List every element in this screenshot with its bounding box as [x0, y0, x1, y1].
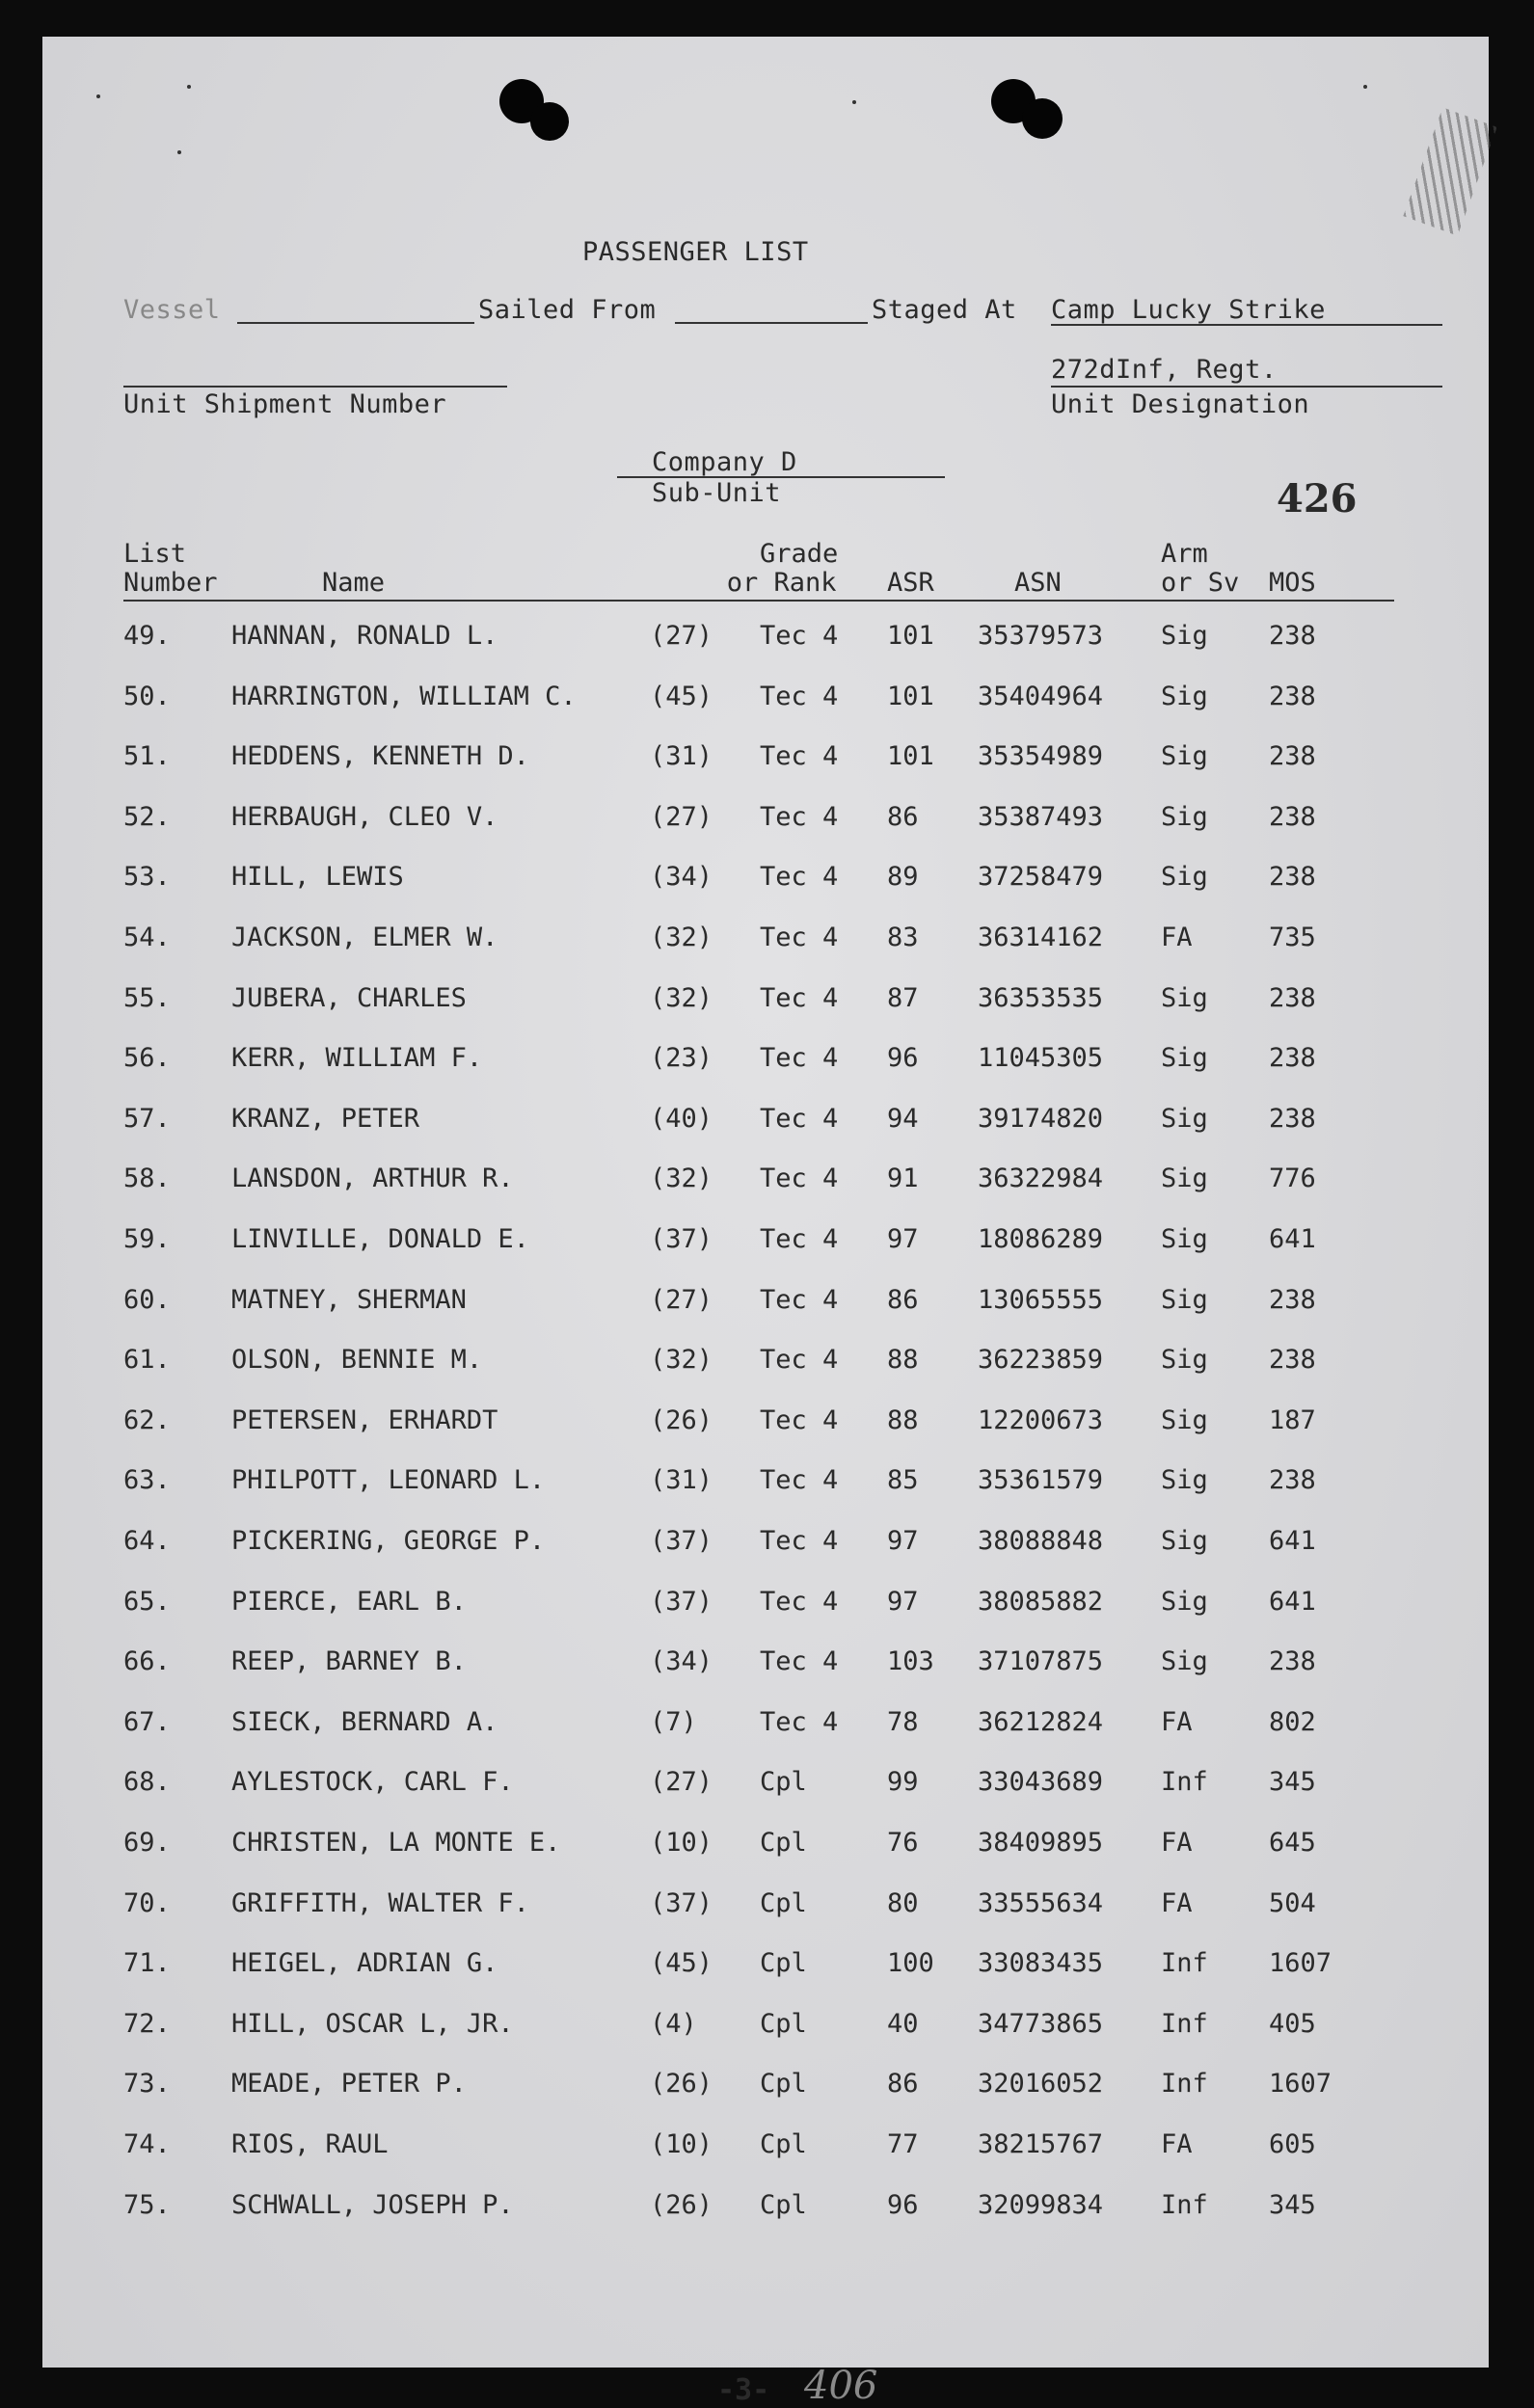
cell-num: 49. — [123, 621, 171, 651]
cell-asr: 88 — [887, 1405, 919, 1435]
cell-mos: 645 — [1269, 1828, 1316, 1858]
cell-name: HANNAN, RONALD L. — [231, 621, 498, 651]
cell-name: AYLESTOCK, CARL F. — [231, 1767, 514, 1798]
table-row — [42, 2069, 1489, 2107]
cell-asr: 97 — [887, 1224, 919, 1254]
cell-grade: Tec 4 — [760, 1586, 839, 1617]
table-row — [42, 682, 1489, 720]
cell-name: KERR, WILLIAM F. — [231, 1043, 483, 1074]
cell-arm: Sig — [1161, 1164, 1208, 1194]
cell-name: JACKSON, ELMER W. — [231, 923, 498, 952]
cell-mos: 238 — [1269, 982, 1316, 1013]
cell-num: 61. — [123, 1345, 171, 1376]
cell-arm: Sig — [1161, 741, 1208, 772]
cell-num: 57. — [123, 1103, 171, 1134]
cell-grade: Tec 4 — [760, 1345, 839, 1376]
cell-num: 71. — [123, 1948, 171, 1979]
cell-mos: 238 — [1269, 1103, 1316, 1134]
cell-asr: 85 — [887, 1465, 919, 1496]
cell-grade: Tec 4 — [760, 1405, 839, 1435]
cell-num: 55. — [123, 982, 171, 1013]
cell-mos: 1607 — [1269, 2069, 1332, 2100]
cell-asr: 87 — [887, 982, 919, 1013]
cell-age: (27) — [650, 801, 713, 832]
cell-arm: Sig — [1161, 862, 1208, 893]
cell-grade: Tec 4 — [760, 862, 839, 893]
cell-age: (37) — [650, 1586, 713, 1617]
cell-name: RIOS, RAUL — [231, 2129, 389, 2159]
table-row — [42, 1646, 1489, 1685]
cell-mos: 238 — [1269, 1043, 1316, 1074]
cell-num: 52. — [123, 801, 171, 832]
cell-mos: 605 — [1269, 2129, 1316, 2159]
cell-grade: Tec 4 — [760, 1103, 839, 1134]
col-header-line: or Sv — [1161, 568, 1240, 598]
cell-asr: 86 — [887, 2069, 919, 2100]
cell-age: (26) — [650, 2069, 713, 2100]
page-number: -3- — [717, 2373, 770, 2407]
cell-mos: 802 — [1269, 1706, 1316, 1737]
cell-arm: Inf — [1161, 2069, 1208, 2100]
col-header-line: Arm — [1161, 539, 1208, 569]
cell-grade: Tec 4 — [760, 1284, 839, 1315]
cell-asr: 88 — [887, 1345, 919, 1376]
table-row — [42, 1043, 1489, 1082]
table-row — [42, 1587, 1489, 1625]
speck-icon — [1363, 85, 1367, 89]
col-grade-header — [725, 540, 838, 598]
cell-asn: 38215767 — [978, 2129, 1104, 2159]
cell-arm: Sig — [1161, 1284, 1208, 1315]
cell-asn: 18086289 — [978, 1224, 1104, 1254]
cell-age: (4) — [650, 2008, 697, 2039]
cell-asr: 86 — [887, 801, 919, 832]
cell-arm: Sig — [1161, 1526, 1208, 1556]
cell-name: MATNEY, SHERMAN — [231, 1284, 467, 1315]
cell-num: 50. — [123, 681, 171, 711]
cell-num: 63. — [123, 1465, 171, 1496]
cell-num: 75. — [123, 2189, 171, 2220]
cell-grade: Tec 4 — [760, 1224, 839, 1254]
cell-name: GRIFFITH, WALTER F. — [231, 1887, 529, 1918]
table-row — [42, 621, 1489, 659]
cell-arm: Sig — [1161, 801, 1208, 832]
cell-arm: Inf — [1161, 2189, 1208, 2220]
punch-hole-icon — [1022, 98, 1063, 139]
cell-arm: FA — [1161, 1887, 1193, 1918]
cell-name: MEADE, PETER P. — [231, 2069, 467, 2100]
sailed-from-blank — [675, 322, 868, 324]
cell-asr: 100 — [887, 1948, 934, 1979]
table-row — [42, 1767, 1489, 1806]
col-asn-header: ASN — [1014, 568, 1062, 598]
cell-asn: 13065555 — [978, 1284, 1104, 1315]
cell-name: PICKERING, GEORGE P. — [231, 1526, 546, 1556]
table-row — [42, 802, 1489, 841]
speck-icon — [187, 85, 191, 89]
cell-asr: 103 — [887, 1646, 934, 1677]
cell-arm: Sig — [1161, 1586, 1208, 1617]
cell-age: (26) — [650, 1405, 713, 1435]
cell-name: HERBAUGH, CLEO V. — [231, 801, 498, 832]
cell-arm: Inf — [1161, 2008, 1208, 2039]
table-row — [42, 1405, 1489, 1444]
cell-asr: 89 — [887, 862, 919, 893]
cell-num: 72. — [123, 2008, 171, 2039]
cell-grade: Tec 4 — [760, 1706, 839, 1737]
handwritten-number: 406 — [804, 2364, 878, 2408]
cell-mos: 238 — [1269, 801, 1316, 832]
cell-asn: 32099834 — [978, 2189, 1104, 2220]
cell-name: HEDDENS, KENNETH D. — [231, 741, 529, 772]
header-rule — [123, 600, 1394, 602]
cell-age: (40) — [650, 1103, 713, 1134]
cell-num: 59. — [123, 1224, 171, 1254]
cell-age: (32) — [650, 1345, 713, 1376]
table-row — [42, 1888, 1489, 1927]
cell-num: 74. — [123, 2129, 171, 2159]
cell-name: HILL, OSCAR L, JR. — [231, 2008, 514, 2039]
col-list-number-header — [123, 540, 218, 598]
cell-asr: 97 — [887, 1526, 919, 1556]
cell-arm: Sig — [1161, 982, 1208, 1013]
cell-arm: Sig — [1161, 1043, 1208, 1074]
document-page — [42, 37, 1489, 2408]
cell-age: (34) — [650, 862, 713, 893]
page-title: PASSENGER LIST — [582, 237, 809, 267]
cell-age: (23) — [650, 1043, 713, 1074]
cell-name: HARRINGTON, WILLIAM C. — [231, 681, 577, 711]
punch-hole-icon — [530, 102, 569, 141]
cell-age: (37) — [650, 1526, 713, 1556]
cell-arm: Sig — [1161, 1224, 1208, 1254]
cell-asn: 36353535 — [978, 982, 1104, 1013]
cell-asn: 35379573 — [978, 621, 1104, 651]
cell-asn: 34773865 — [978, 2008, 1104, 2039]
cell-mos: 238 — [1269, 681, 1316, 711]
cell-num: 67. — [123, 1706, 171, 1737]
cell-num: 54. — [123, 923, 171, 952]
col-header-line: Grade — [760, 539, 839, 569]
cell-asn: 36314162 — [978, 923, 1104, 952]
cell-name: SIECK, BERNARD A. — [231, 1706, 498, 1737]
speck-icon — [852, 100, 856, 104]
cell-mos: 238 — [1269, 862, 1316, 893]
cell-grade: Cpl — [760, 1767, 807, 1798]
cell-name: HILL, LEWIS — [231, 862, 404, 893]
cell-grade: Tec 4 — [760, 923, 839, 952]
cell-asn: 35361579 — [978, 1465, 1104, 1496]
cell-asn: 35404964 — [978, 681, 1104, 711]
cell-name: CHRISTEN, LA MONTE E. — [231, 1828, 561, 1858]
cell-asn: 33043689 — [978, 1767, 1104, 1798]
cell-name: OLSON, BENNIE M. — [231, 1345, 483, 1376]
cell-grade: Tec 4 — [760, 621, 839, 651]
vessel-label: Vessel — [123, 295, 221, 325]
cell-num: 65. — [123, 1586, 171, 1617]
table-row — [42, 1465, 1489, 1504]
cell-num: 58. — [123, 1164, 171, 1194]
cell-age: (45) — [650, 1948, 713, 1979]
cell-asr: 80 — [887, 1887, 919, 1918]
col-asr-header: ASR — [887, 568, 934, 598]
cell-asr: 78 — [887, 1706, 919, 1737]
cell-grade: Cpl — [760, 2189, 807, 2220]
cell-mos: 504 — [1269, 1887, 1316, 1918]
cell-arm: FA — [1161, 1828, 1193, 1858]
cell-arm: Sig — [1161, 1405, 1208, 1435]
cell-arm: Sig — [1161, 681, 1208, 711]
cell-arm: FA — [1161, 923, 1193, 952]
cell-asr: 96 — [887, 2189, 919, 2220]
cell-asr: 40 — [887, 2008, 919, 2039]
cell-asr: 97 — [887, 1586, 919, 1617]
unit-designation-value: 272dInf, Regt. — [1051, 355, 1278, 385]
cell-name: SCHWALL, JOSEPH P. — [231, 2189, 514, 2220]
col-name-header: Name — [322, 568, 386, 598]
cell-grade: Cpl — [760, 1948, 807, 1979]
cell-asn: 36223859 — [978, 1345, 1104, 1376]
cell-asr: 77 — [887, 2129, 919, 2159]
table-row — [42, 1948, 1489, 1987]
smudge-icon — [1403, 107, 1496, 235]
cell-age: (32) — [650, 1164, 713, 1194]
cell-name: PIERCE, EARL B. — [231, 1586, 467, 1617]
unit-designation-underline — [1051, 386, 1442, 388]
table-row — [42, 741, 1489, 780]
vessel-blank — [237, 322, 474, 324]
cell-mos: 238 — [1269, 1646, 1316, 1677]
cell-asr: 83 — [887, 923, 919, 952]
cell-mos: 776 — [1269, 1164, 1316, 1194]
speck-icon — [96, 94, 100, 98]
table-row — [42, 923, 1489, 961]
cell-grade: Cpl — [760, 1828, 807, 1858]
table-row — [42, 2129, 1489, 2168]
cell-asn: 11045305 — [978, 1043, 1104, 1074]
cell-grade: Tec 4 — [760, 801, 839, 832]
cell-age: (31) — [650, 741, 713, 772]
cell-asr: 99 — [887, 1767, 919, 1798]
cell-asn: 35387493 — [978, 801, 1104, 832]
cell-name: LINVILLE, DONALD E. — [231, 1224, 529, 1254]
cell-asn: 38409895 — [978, 1828, 1104, 1858]
cell-age: (27) — [650, 1767, 713, 1798]
cell-asn: 32016052 — [978, 2069, 1104, 2100]
cell-age: (10) — [650, 2129, 713, 2159]
cell-age: (32) — [650, 923, 713, 952]
cell-name: PETERSEN, ERHARDT — [231, 1405, 498, 1435]
unit-shipment-label: Unit Shipment Number — [123, 389, 447, 419]
cell-age: (45) — [650, 681, 713, 711]
staged-at-underline — [1051, 324, 1442, 326]
cell-mos: 1607 — [1269, 1948, 1332, 1979]
cell-asn: 39174820 — [978, 1103, 1104, 1134]
cell-asr: 101 — [887, 621, 934, 651]
cell-arm: Inf — [1161, 1948, 1208, 1979]
cell-mos: 405 — [1269, 2008, 1316, 2039]
table-row — [42, 1828, 1489, 1866]
sailed-from-label: Sailed From — [478, 295, 657, 325]
cell-num: 60. — [123, 1284, 171, 1315]
cell-asn: 33555634 — [978, 1887, 1104, 1918]
speck-icon — [177, 150, 181, 154]
cell-arm: Sig — [1161, 1465, 1208, 1496]
cell-arm: Inf — [1161, 1767, 1208, 1798]
cell-num: 53. — [123, 862, 171, 893]
table-row — [42, 2190, 1489, 2229]
cell-asn: 35354989 — [978, 741, 1104, 772]
cell-num: 68. — [123, 1767, 171, 1798]
cell-asr: 101 — [887, 681, 934, 711]
cell-mos: 641 — [1269, 1526, 1316, 1556]
cell-asr: 101 — [887, 741, 934, 772]
cell-age: (26) — [650, 2189, 713, 2220]
cell-asr: 91 — [887, 1164, 919, 1194]
cell-arm: FA — [1161, 2129, 1193, 2159]
table-row — [42, 1707, 1489, 1746]
cell-name: HEIGEL, ADRIAN G. — [231, 1948, 498, 1979]
table-row — [42, 1104, 1489, 1142]
col-arm-header — [1161, 540, 1239, 598]
cell-mos: 187 — [1269, 1405, 1316, 1435]
cell-asn: 36212824 — [978, 1706, 1104, 1737]
staged-at-value: Camp Lucky Strike — [1051, 295, 1326, 325]
cell-name: REEP, BARNEY B. — [231, 1646, 467, 1677]
cell-grade: Cpl — [760, 2008, 807, 2039]
unit-shipment-blank — [123, 386, 507, 388]
table-row — [42, 1526, 1489, 1565]
cell-age: (37) — [650, 1887, 713, 1918]
cell-name: KRANZ, PETER — [231, 1103, 420, 1134]
cell-name: LANSDON, ARTHUR R. — [231, 1164, 514, 1194]
cell-num: 64. — [123, 1526, 171, 1556]
cell-num: 56. — [123, 1043, 171, 1074]
cell-mos: 238 — [1269, 1284, 1316, 1315]
table-row — [42, 1345, 1489, 1383]
cell-arm: Sig — [1161, 1646, 1208, 1677]
cell-mos: 238 — [1269, 1345, 1316, 1376]
cell-asn: 37258479 — [978, 862, 1104, 893]
cell-grade: Tec 4 — [760, 681, 839, 711]
cell-age: (32) — [650, 982, 713, 1013]
cell-grade: Tec 4 — [760, 1526, 839, 1556]
cell-name: PHILPOTT, LEONARD L. — [231, 1465, 546, 1496]
table-row — [42, 2009, 1489, 2047]
cell-mos: 238 — [1269, 1465, 1316, 1496]
cell-asn: 36322984 — [978, 1164, 1104, 1194]
cell-grade: Cpl — [760, 2129, 807, 2159]
cell-age: (31) — [650, 1465, 713, 1496]
sub-unit-label: Sub-Unit — [652, 478, 782, 508]
cell-mos: 641 — [1269, 1224, 1316, 1254]
cell-asr: 86 — [887, 1284, 919, 1315]
cell-age: (7) — [650, 1706, 697, 1737]
col-header-line: or Rank — [726, 568, 837, 598]
table-row — [42, 983, 1489, 1022]
cell-num: 51. — [123, 741, 171, 772]
cell-age: (27) — [650, 1284, 713, 1315]
cell-num: 66. — [123, 1646, 171, 1677]
cell-mos: 345 — [1269, 2189, 1316, 2220]
cell-mos: 345 — [1269, 1767, 1316, 1798]
cell-age: (27) — [650, 621, 713, 651]
cell-age: (10) — [650, 1828, 713, 1858]
cell-grade: Tec 4 — [760, 1164, 839, 1194]
cell-asr: 94 — [887, 1103, 919, 1134]
cell-arm: Sig — [1161, 621, 1208, 651]
cell-num: 73. — [123, 2069, 171, 2100]
cell-mos: 238 — [1269, 741, 1316, 772]
cell-num: 69. — [123, 1828, 171, 1858]
cell-mos: 735 — [1269, 923, 1316, 952]
table-row — [42, 862, 1489, 900]
cell-grade: Cpl — [760, 1887, 807, 1918]
cell-num: 70. — [123, 1887, 171, 1918]
cell-name: JUBERA, CHARLES — [231, 982, 467, 1013]
cell-arm: Sig — [1161, 1345, 1208, 1376]
staged-at-label: Staged At — [872, 295, 1017, 325]
table-row — [42, 1224, 1489, 1263]
cell-grade: Tec 4 — [760, 1646, 839, 1677]
cell-num: 62. — [123, 1405, 171, 1435]
cell-grade: Tec 4 — [760, 741, 839, 772]
cell-asn: 12200673 — [978, 1405, 1104, 1435]
table-row — [42, 1164, 1489, 1202]
cell-asn: 38088848 — [978, 1526, 1104, 1556]
cell-arm: Sig — [1161, 1103, 1208, 1134]
cell-grade: Tec 4 — [760, 1465, 839, 1496]
cell-age: (37) — [650, 1224, 713, 1254]
stamp-number: 426 — [1277, 476, 1358, 522]
cell-age: (34) — [650, 1646, 713, 1677]
table-row — [42, 1285, 1489, 1324]
cell-arm: FA — [1161, 1706, 1193, 1737]
col-header-line: Number — [123, 568, 218, 598]
cell-mos: 641 — [1269, 1586, 1316, 1617]
cell-asn: 33083435 — [978, 1948, 1104, 1979]
cell-grade: Tec 4 — [760, 1043, 839, 1074]
cell-asr: 76 — [887, 1828, 919, 1858]
cell-mos: 238 — [1269, 621, 1316, 651]
cell-grade: Cpl — [760, 2069, 807, 2100]
sub-unit-value: Company D — [652, 447, 797, 477]
cell-asn: 37107875 — [978, 1646, 1104, 1677]
unit-designation-label: Unit Designation — [1051, 389, 1310, 419]
cell-asr: 96 — [887, 1043, 919, 1074]
col-mos-header: MOS — [1269, 568, 1316, 598]
cell-grade: Tec 4 — [760, 982, 839, 1013]
col-header-line: List — [123, 539, 187, 569]
cell-asn: 38085882 — [978, 1586, 1104, 1617]
